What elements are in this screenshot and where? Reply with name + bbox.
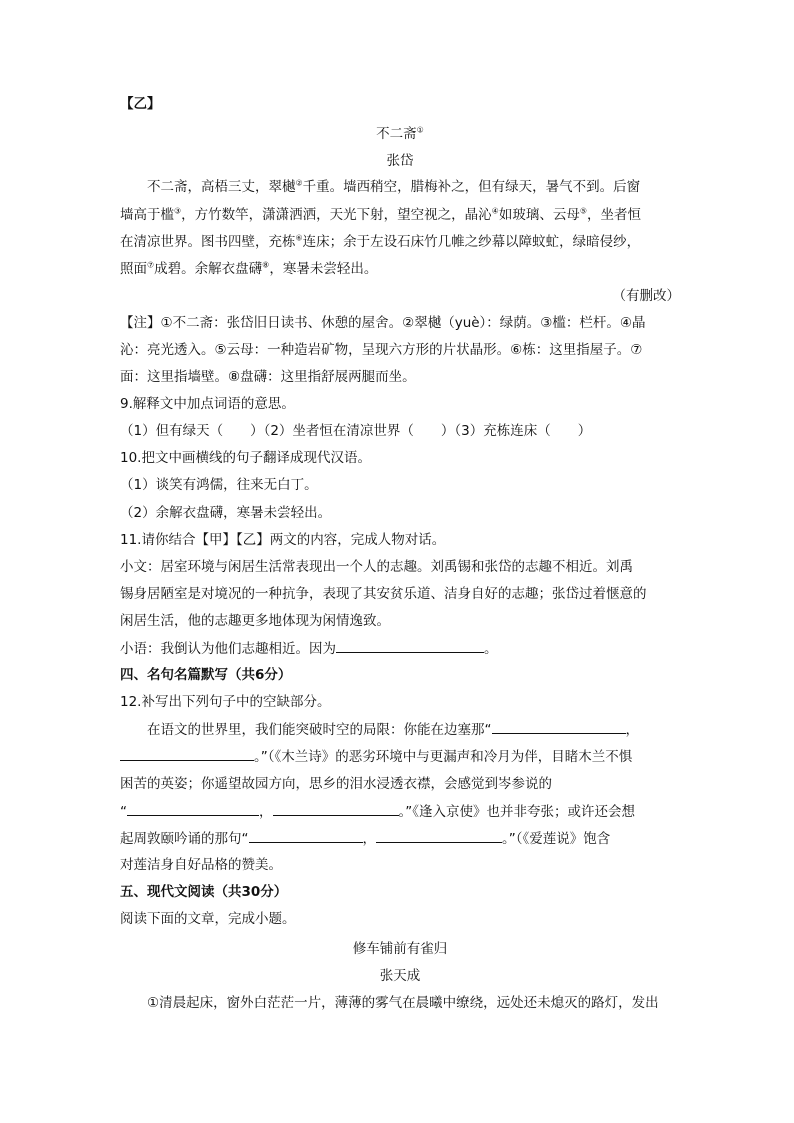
text-span: 小语：我倒认为他们志趣相近。因为 [120, 641, 336, 657]
text-line [120, 746, 680, 767]
poem-title [120, 124, 680, 144]
text-line [120, 205, 680, 225]
text-span: ， [362, 831, 376, 847]
dialogue-line: 小文：居室环境与闲居生活常表现出一个人的志趣。刘禹锡和张岱的志趣不相近。刘禹 [120, 559, 633, 575]
text-span: 如玻璃、云母 [498, 207, 580, 223]
text-span: ，寒暑未尝轻出。 [269, 261, 378, 277]
text-span: 。 [484, 641, 498, 657]
text-span: 在语文的世界里，我们能突破时空的局限：你能在边塞那“ [147, 722, 492, 738]
answer-blank[interactable] [120, 746, 254, 761]
text-line [120, 801, 680, 822]
text-span: 千重。墙西稍空，腊梅补之，但有绿天，暑气不到。后窗 [302, 179, 641, 195]
footnote-mark: ⑤ [579, 206, 588, 216]
answer-blank[interactable] [376, 828, 502, 843]
text-span: 。”（《爱莲说》饱含 [502, 831, 611, 847]
note-line: 沁：亮光透入。⑤云母：一种造岩矿物，呈现六方形的片状晶形。⑥栋：这里指屋子。⑦ [120, 342, 643, 358]
text-span: 不二斋，高梧三丈，翠樾 [147, 179, 296, 195]
footnote-mark: ⑥ [295, 233, 303, 243]
question-11: 11.请你结合【甲】【乙】两文的内容，完成人物对话。 [120, 532, 446, 548]
footnote-mark: ⑦ [147, 260, 155, 270]
section-5-heading: 五、现代文阅读（共30分） [120, 884, 288, 900]
text-span: ，坐者恒 [587, 207, 642, 223]
text-line [120, 719, 680, 740]
question-10-item: （2）余解衣盘礴，寒暑未尝轻出。 [120, 505, 332, 521]
question-9: 9.解释文中加点词语的意思。 [120, 396, 295, 412]
footnote-mark: ⑧ [262, 260, 270, 270]
article-title: 修车铺前有雀归 [352, 941, 448, 957]
text-span: ， [259, 804, 273, 820]
question-9-items: （1）但有绿天（ ）（2）坐者恒在清凉世界（ ）（3）充栋连床（ ） [120, 423, 592, 439]
answer-blank[interactable] [127, 801, 259, 816]
footnote-mark: ④ [491, 206, 499, 216]
section-label: 【乙】 [120, 96, 161, 112]
text-line: 困苦的英姿；你遥望故园方向，思乡的泪水浸透衣襟，会感觉到岑参说的 [120, 776, 552, 792]
text-line [120, 828, 680, 849]
poem-author: 张岱 [386, 153, 414, 169]
section-4-heading: 四、名句名篇默写（共6分） [120, 667, 292, 683]
title-text: 不二斋 [376, 126, 417, 142]
text-span: 墙高于槛 [120, 207, 174, 223]
text-span: 。”《逢入京使》也并非夸张；或许还会想 [398, 804, 635, 820]
footnote-mark: ② [295, 178, 303, 188]
dialogue-line: 锡身居陋室是对境况的一种抗争，表现了其安贫乐道、洁身自好的志趣；张岱过着惬意的 [120, 586, 647, 602]
note-line: 面：这里指墙壁。⑧盘礴：这里指舒展两腿而坐。 [120, 369, 416, 385]
text-span: 成碧。余解衣盘礴 [154, 261, 263, 277]
dialogue-line [120, 638, 680, 659]
text-line [120, 232, 680, 252]
title-footnote: ① [416, 125, 424, 135]
footnote-mark: ③ [174, 206, 182, 216]
answer-blank[interactable] [249, 828, 363, 843]
answer-blank[interactable] [492, 719, 626, 734]
text-line [120, 259, 680, 279]
text-line: 对莲洁身自好品格的赞美。 [120, 857, 282, 873]
text-span: 在清凉世界。图书四壁，充栋 [120, 234, 296, 250]
note-line: 【注】①不二斋：张岱旧日读书、休憩的屋舍。②翠樾（yuè）：绿荫。③槛：栏杆。④晶 [120, 315, 646, 331]
text-span: 连床；余于左设石床竹几帷之纱幕以障蚊虻，绿暗侵纱， [302, 234, 641, 250]
section-5-intro: 阅读下面的文章，完成小题。 [120, 911, 296, 927]
article-paragraph: ①清晨起床，窗外白茫茫一片，薄薄的雾气在晨曦中缭绕，远处还未熄灭的路灯，发出 [147, 995, 659, 1011]
answer-blank[interactable] [336, 638, 484, 653]
text-span: 起周敦颐吟诵的那句“ [120, 831, 249, 847]
text-span: ，方竹数竿，潇潇洒洒，天光下射，望空视之，晶沁 [181, 207, 492, 223]
dialogue-line: 闲居生活，他的志趣更多地体现为闲情逸致。 [120, 613, 390, 629]
text-line [120, 177, 680, 197]
question-10-item: （1）谈笑有鸿儒，往来无白丁。 [120, 477, 318, 493]
article-author: 张天成 [379, 968, 421, 984]
text-span: ， [625, 722, 639, 738]
text-span: 照面 [120, 261, 147, 277]
text-span: “ [120, 804, 127, 820]
question-12: 12.补写出下列句子中的空缺部分。 [120, 694, 331, 710]
text-span: 。”（《木兰诗》的恶劣环境中与更漏声和冷月为伴，目睹木兰不惧 [254, 749, 633, 765]
source-note: （有删改） [612, 288, 680, 304]
answer-blank[interactable] [273, 801, 399, 816]
question-10: 10.把文中画横线的句子翻译成现代汉语。 [120, 450, 371, 466]
